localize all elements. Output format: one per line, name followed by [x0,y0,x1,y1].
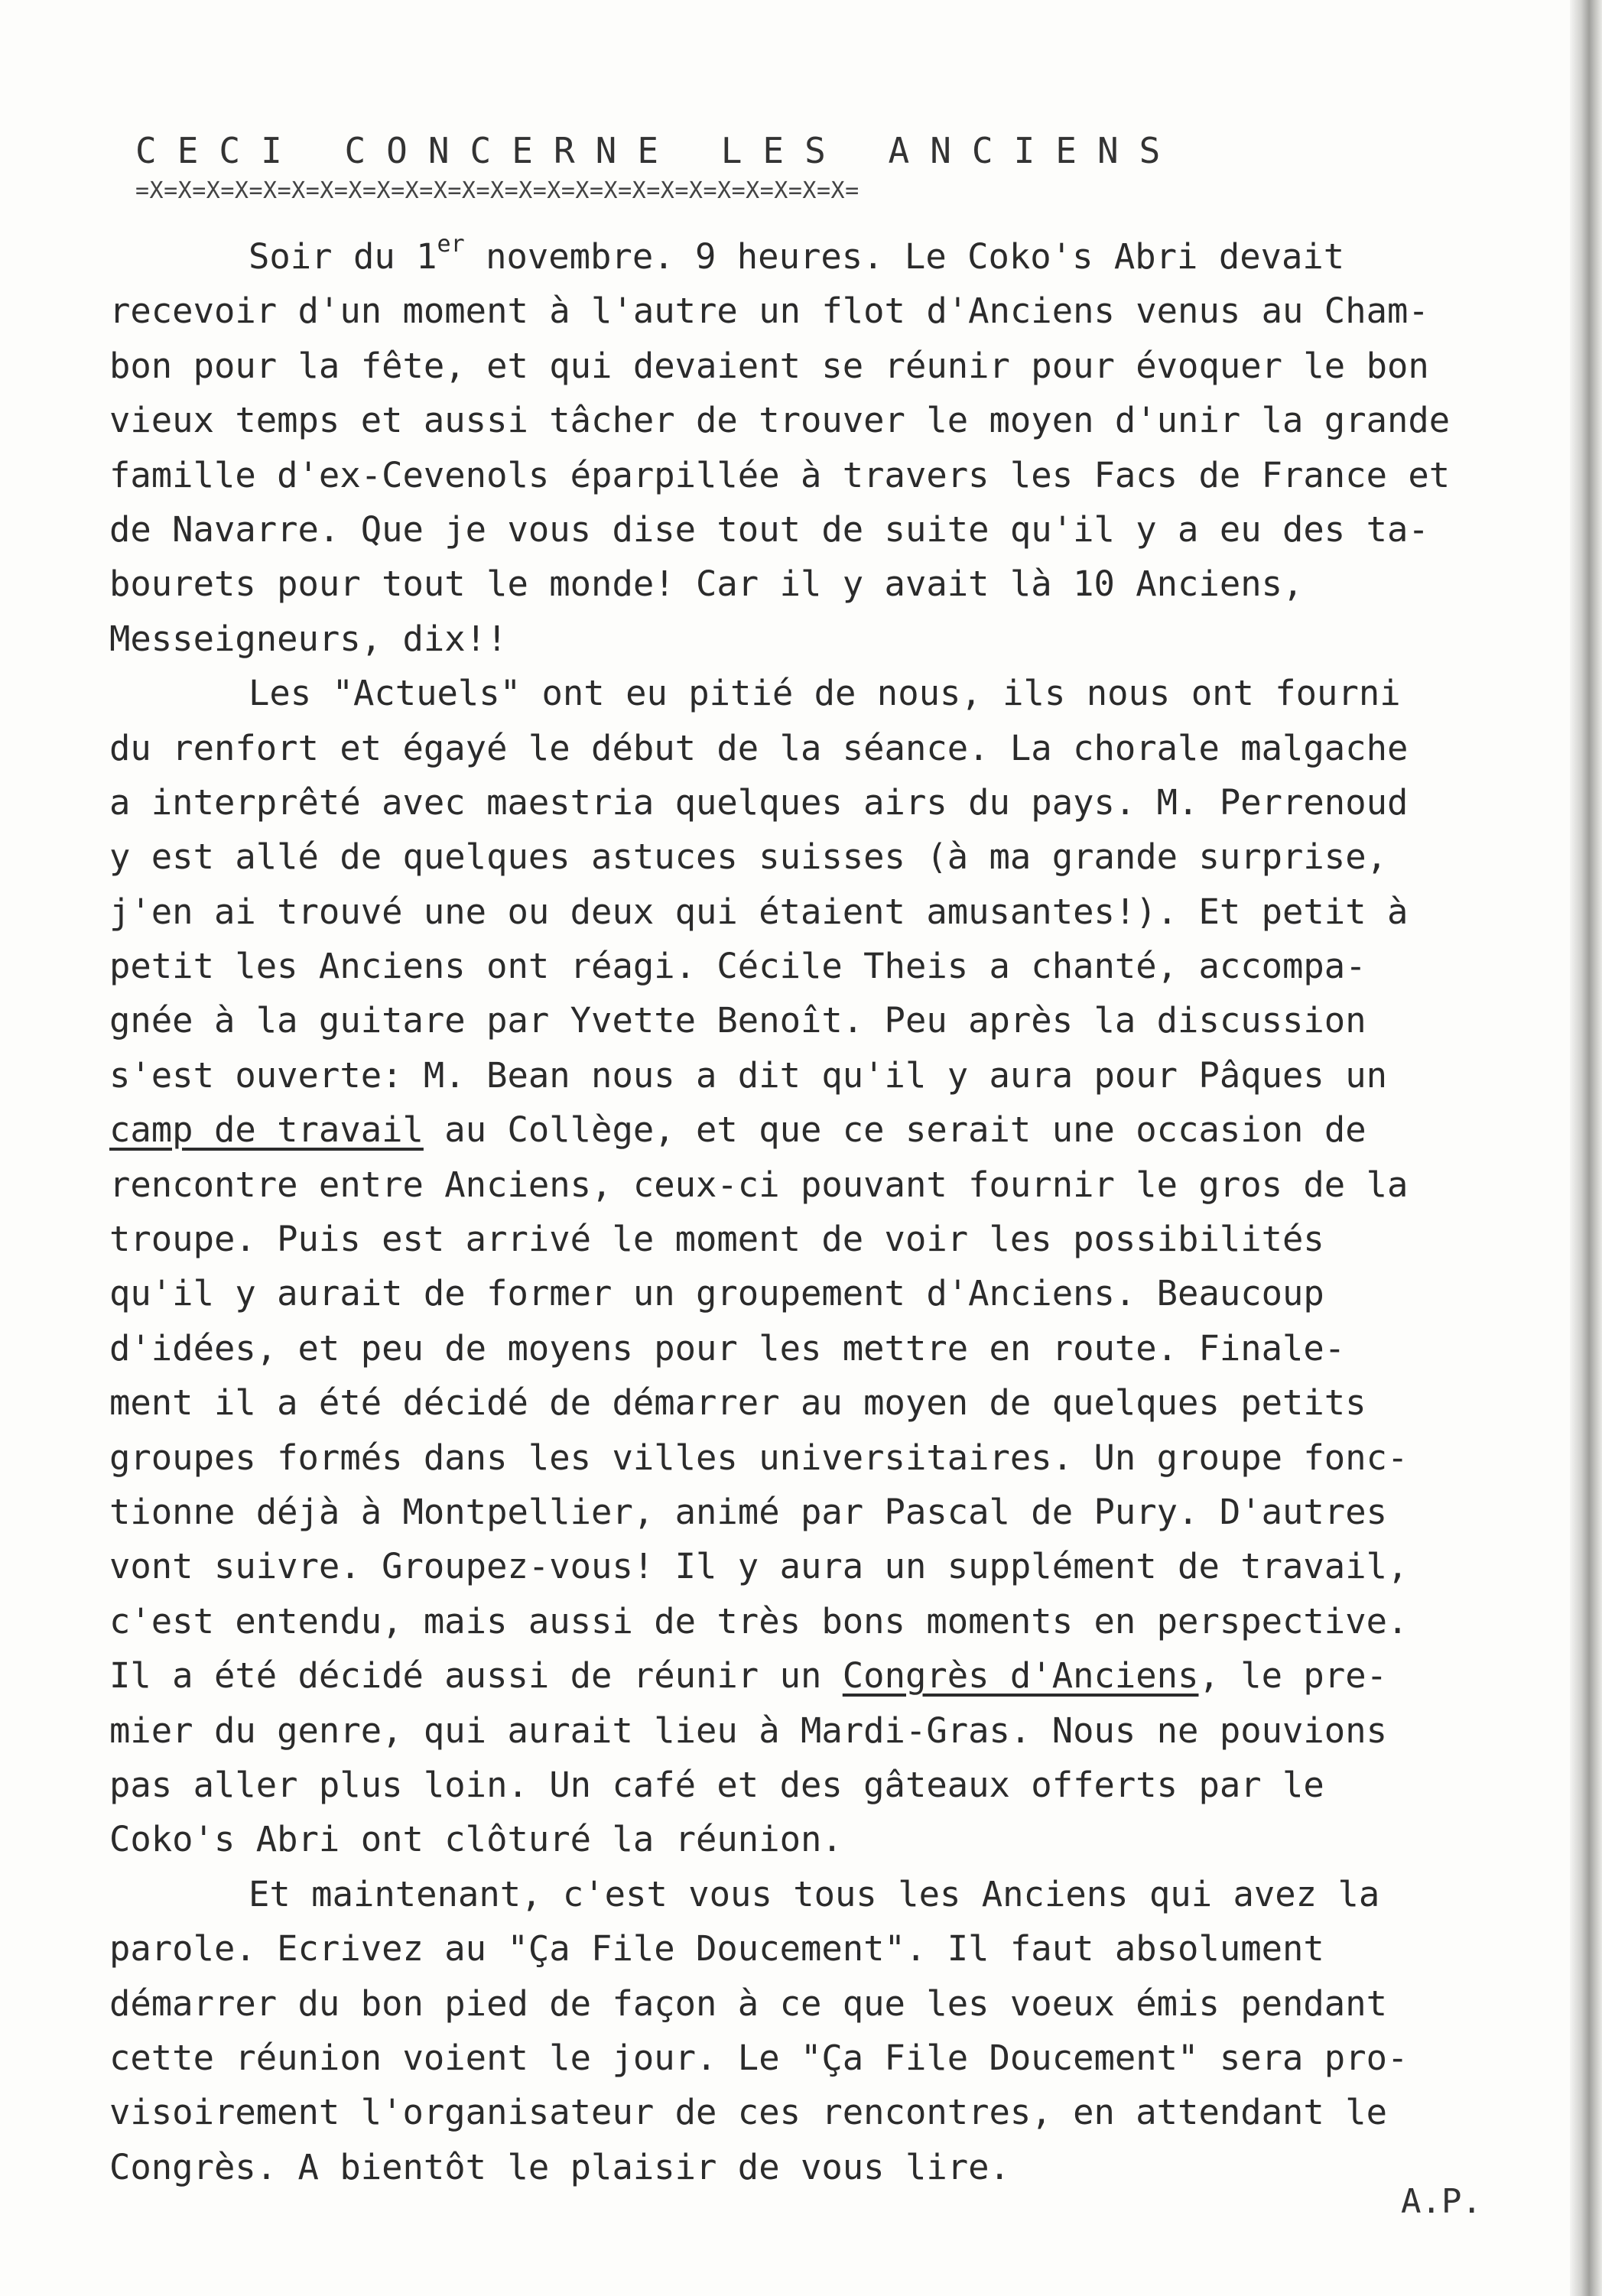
text-line: j'en ai trouvé une ou deux qui étaient amusantes!). Et petit à [109,891,1409,932]
text-line: troupe. Puis est arrivé le moment de voir les possibilités [109,1219,1324,1260]
text-line: Et maintenant, c'est vous tous les Anciens qui avez la [249,1873,1380,1914]
underlined-phrase: camp de travail [109,1109,424,1151]
article-body [109,229,1562,2194]
text-line: démarrer du bon pied de façon à ce que les voeux émis pendant [109,1983,1387,2024]
text-line: vieux temps et aussi tâcher de trouver le moyen d'unir la grande [109,400,1451,441]
text-line: groupes formés dans les villes universitaires. Un groupe fonc- [109,1437,1409,1478]
text-line: bourets pour tout le monde! Car il y avait là 10 Anciens, [109,563,1304,605]
text-line: y est allé de quelques astuces suisses (à ma grande surprise, [109,836,1387,878]
text-line: Les "Actuels" ont eu pitié de nous, ils nous ont fourni [249,673,1401,714]
underlined-phrase: Congrès d'Anciens [842,1655,1199,1697]
article-title: CECI CONCERNE LES ANCIENS [135,130,1181,171]
text-line: gnée à la guitare par Yvette Benoît. Peu après la discussion [109,1000,1366,1041]
scan-edge [1570,0,1602,2296]
text-line: qu'il y aurait de former un groupement d'Anciens. Beaucoup [109,1273,1324,1314]
text-line: du renfort et égayé le début de la séance. La chorale malgache [109,727,1409,768]
text-line: cette réunion voient le jour. Le "Ça File Doucement" sera pro- [109,2037,1409,2078]
text-line: famille d'ex-Cevenols éparpillée à travers les Facs de France et [109,454,1451,495]
text-line: camp de travail au Collège, et que ce serait une occasion de [109,1109,1366,1151]
text-line: a interprêté avec maestria quelques airs du pays. M. Perrenoud [109,781,1409,823]
text-line: bon pour la fête, et qui devaient se réunir pour évoquer le bon [109,345,1429,386]
text-line: recevoir d'un moment à l'autre un flot d'Anciens venus au Cham- [109,291,1429,332]
signature: A.P. [1401,2182,1482,2221]
text-line: petit les Anciens ont réagi. Cécile Theis a chanté, accompa- [109,946,1366,987]
text-line: rencontre entre Anciens, ceux-ci pouvant fournir le gros de la [109,1164,1409,1205]
text-line: Il a été décidé aussi de réunir un Congrès d'Anciens, le pre- [109,1655,1388,1697]
text-line: s'est ouverte: M. Bean nous a dit qu'il y aura pour Pâques un [109,1054,1387,1096]
text-line: tionne déjà à Montpellier, animé par Pascal de Pury. D'autres [109,1491,1387,1532]
text-line: pas aller plus loin. Un café et des gâteaux offerts par le [109,1764,1324,1805]
text-line: Coko's Abri ont clôturé la réunion. [109,1819,843,1860]
text-line: d'idées, et peu de moyens pour les mettre en route. Finale- [109,1327,1346,1369]
text-line: Congrès. A bientôt le plaisir de vous lire. [109,2146,1010,2187]
text-line: c'est entendu, mais aussi de très bons moments en perspective. [109,1600,1409,1642]
text-line: parole. Ecrivez au "Ça File Doucement". Il faut absolument [109,1928,1324,1970]
text-line: ment il a été décidé de démarrer au moyen de quelques petits [109,1382,1366,1424]
text-line: Soir du 1er novembre. 9 heures. Le Coko's Abri devait [249,231,1345,277]
text-line: mier du genre, qui aurait lieu à Mardi-Gras. Nous ne pouvions [109,1710,1387,1751]
text-line: visoirement l'organisateur de ces rencontres, en attendant le [109,2092,1387,2133]
title-underline-rule: =X=X=X=X=X=X=X=X=X=X=X=X=X=X=X=X=X=X=X=X=X=X=X=X=X= [135,177,859,204]
text-line: Messeigneurs, dix!! [109,618,508,659]
text-line: de Navarre. Que je vous dise tout de suite qu'il y a eu des ta- [109,508,1429,550]
text-line: vont suivre. Groupez-vous! Il y aura un supplément de travail, [109,1546,1409,1587]
